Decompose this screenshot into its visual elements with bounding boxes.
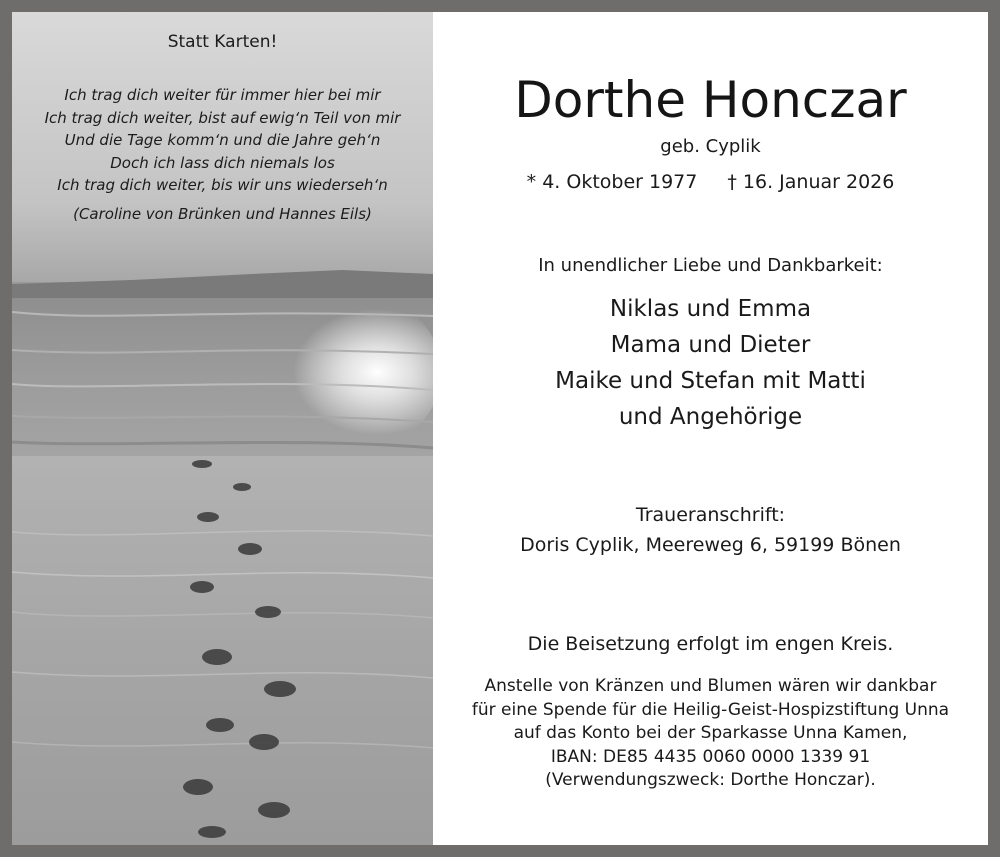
beach-footprints-photo bbox=[12, 12, 433, 845]
donation-note bbox=[433, 675, 988, 793]
donation-line: für eine Spende für die Heilig-Geist-Hospizstiftung Unna bbox=[471, 699, 950, 720]
birth-name: geb. Cyplik bbox=[660, 136, 761, 157]
mourner-line: und Angehörige bbox=[618, 404, 803, 430]
poem-line: Doch ich lass dich niemals los bbox=[110, 153, 335, 172]
donation-line: IBAN: DE85 4435 0060 0000 1339 91 bbox=[550, 746, 871, 767]
poem bbox=[12, 84, 433, 197]
donation-line: Anstelle von Kränzen und Blumen wären wir dankbar bbox=[484, 676, 937, 696]
birth-date: * 4. Oktober 1977 bbox=[526, 171, 698, 193]
death-date: † 16. Januar 2026 bbox=[727, 171, 895, 193]
deceased-name: Dorthe Honczar bbox=[514, 71, 907, 129]
poem-line: Ich trag dich weiter, bist auf ewig‘n Teil von mir bbox=[44, 108, 401, 127]
mourning-address: Doris Cyplik, Meereweg 6, 59199 Bönen bbox=[520, 534, 901, 556]
poem-line: Ich trag dich weiter, bis wir uns wiederseh‘n bbox=[57, 176, 388, 194]
poem-line: Und die Tage komm‘n und die Jahre geh‘n bbox=[64, 131, 381, 149]
donation-line: (Verwendungszweck: Dorthe Honczar). bbox=[545, 770, 876, 791]
statt-karten-header: Statt Karten! bbox=[167, 32, 278, 52]
address-label: Traueranschrift: bbox=[635, 504, 786, 526]
life-dates bbox=[433, 171, 988, 193]
mourner-line: Mama und Dieter bbox=[610, 332, 811, 358]
poem-line: Ich trag dich weiter für immer hier bei mir bbox=[64, 86, 381, 104]
burial-note: Die Beisetzung erfolgt im engen Kreis. bbox=[527, 633, 894, 655]
poem-credit: (Caroline von Brünken und Hannes Eils) bbox=[73, 205, 372, 223]
mourner-line: Niklas und Emma bbox=[609, 296, 812, 322]
mourner-line: Maike und Stefan mit Matti bbox=[555, 368, 866, 394]
donation-line: auf das Konto bei der Sparkasse Unna Kamen, bbox=[513, 723, 908, 744]
notice-text bbox=[433, 12, 988, 845]
mourners-list bbox=[433, 291, 988, 435]
obituary-card bbox=[12, 12, 988, 845]
mourners-intro: In unendlicher Liebe und Dankbarkeit: bbox=[538, 255, 883, 276]
